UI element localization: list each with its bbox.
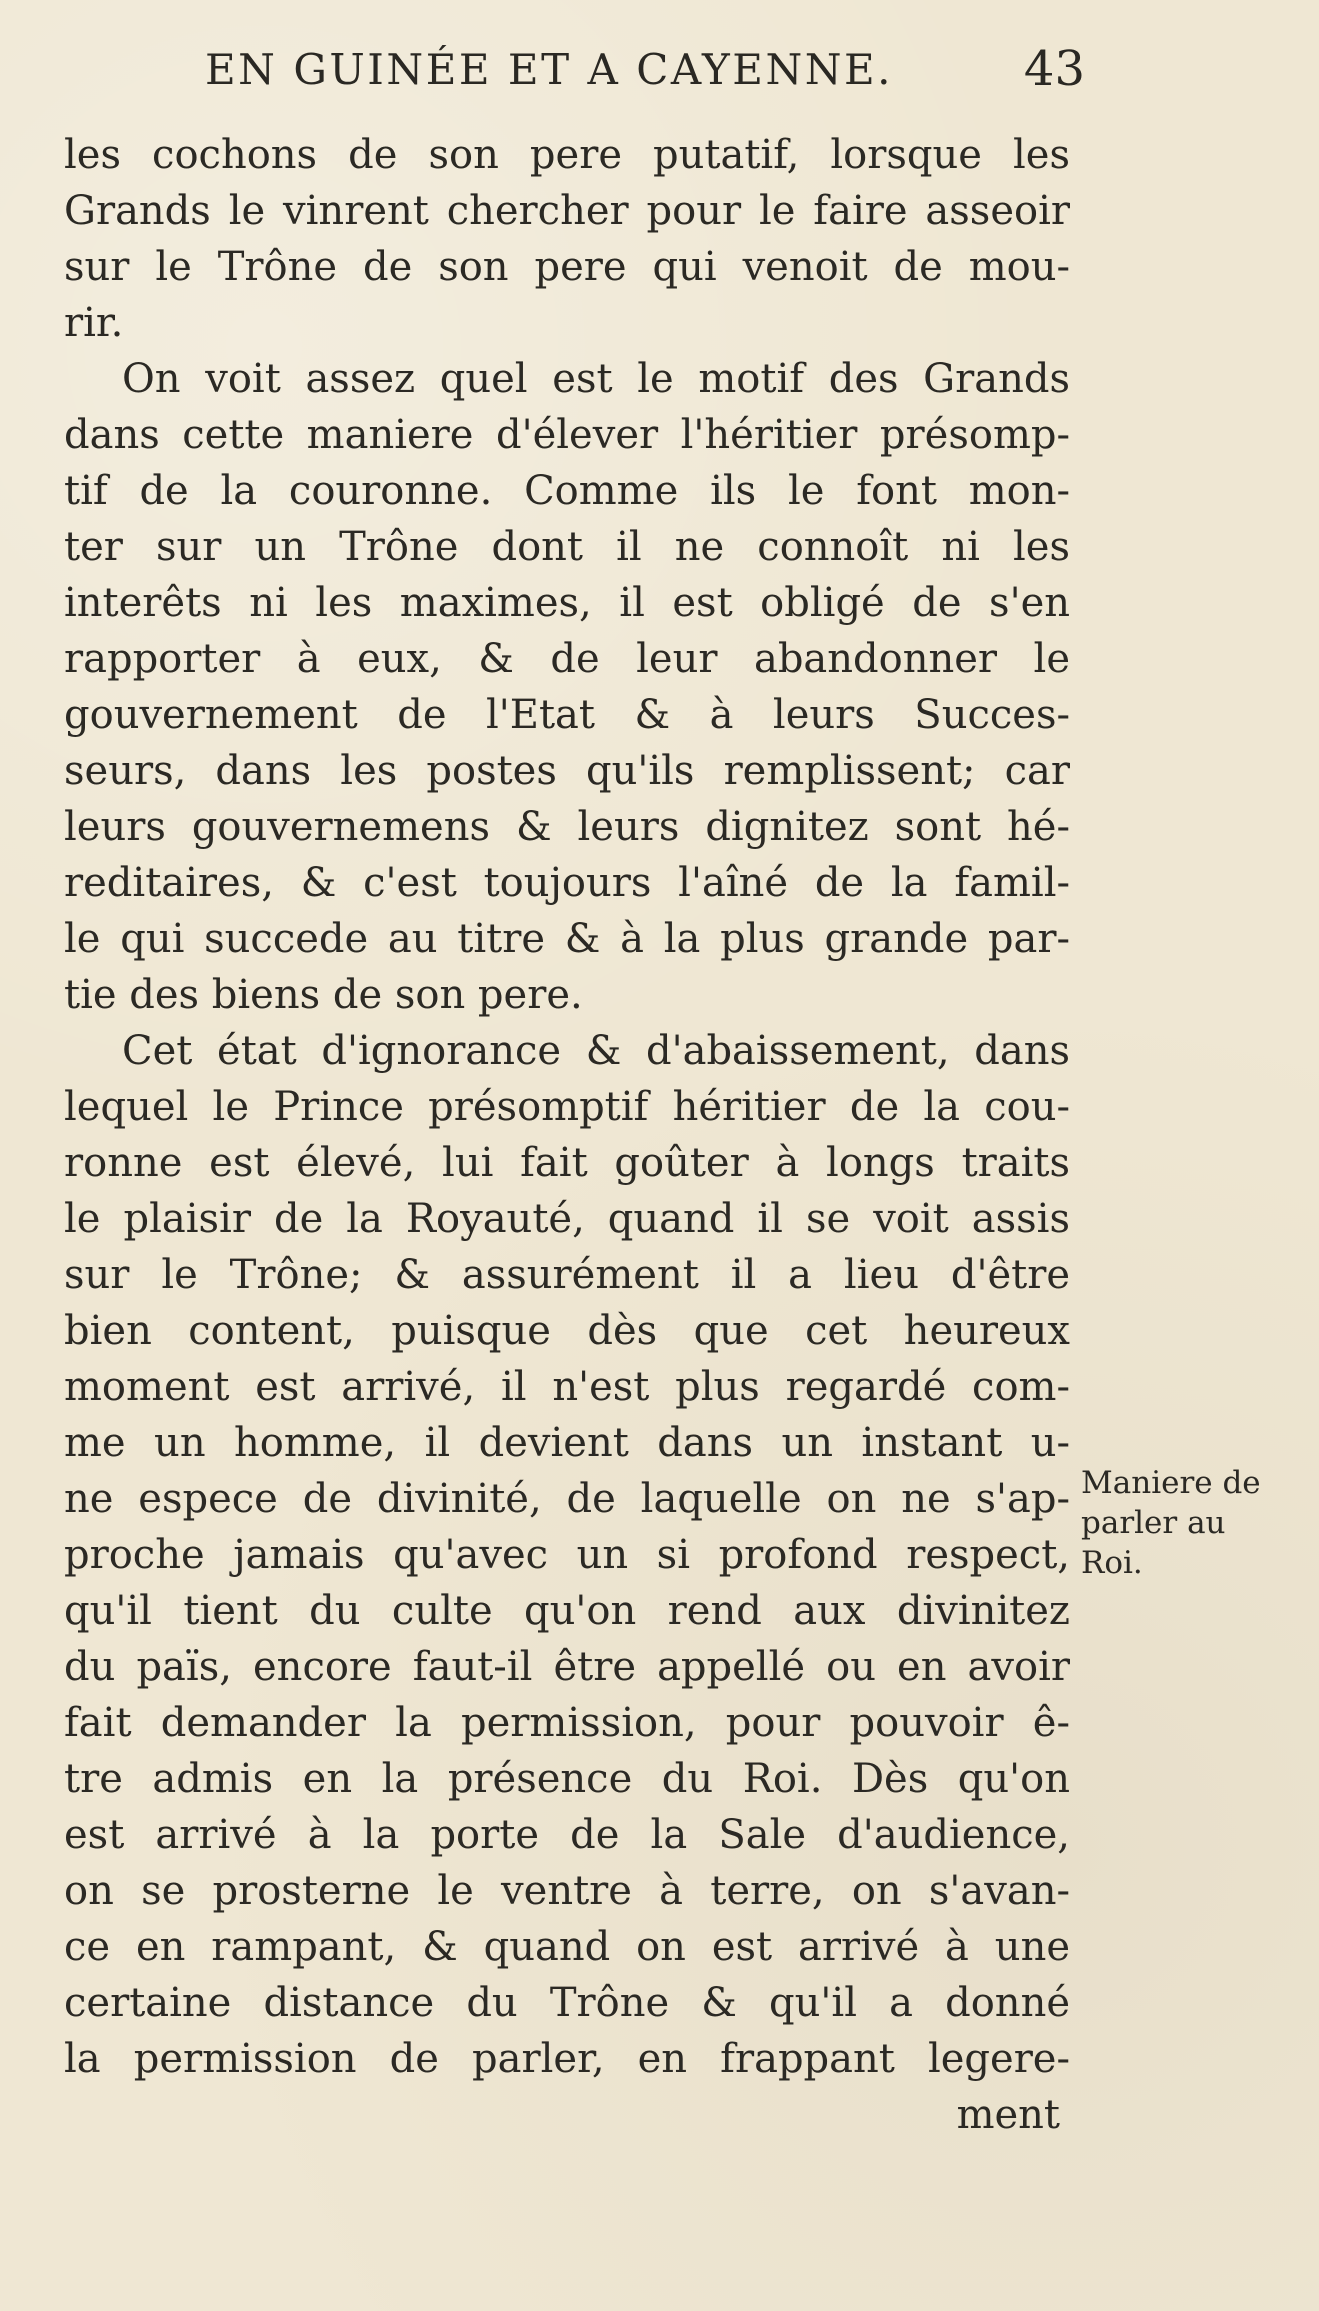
text-line-15: le qui succede au titre & à la plus grande par-	[64, 916, 1070, 962]
text-line-21: sur le Trône; & assurément il a lieu d'être	[64, 1252, 1070, 1298]
text-line-17: Cet état d'ignorance & d'abaissement, dans	[122, 1028, 1070, 1074]
text-line-2: Grands le vinrent chercher pour le faire asseoir	[64, 188, 1070, 234]
text-line-33: ce en rampant, & quand on est arrivé à une	[64, 1924, 1070, 1970]
text-line-22: bien content, puisque dès que cet heureux	[64, 1308, 1070, 1354]
text-line-30: tre admis en la présence du Roi. Dès qu'on	[64, 1756, 1070, 1802]
text-line-11: gouvernement de l'Etat & à leurs Succes-	[64, 692, 1070, 738]
text-line-6: dans cette maniere d'élever l'héritier présomp-	[64, 412, 1070, 458]
text-line-12: seurs, dans les postes qu'ils remplissent; car	[64, 748, 1070, 794]
text-line-32: on se prosterne le ventre à terre, on s'avan-	[64, 1868, 1070, 1914]
text-line-1: les cochons de son pere putatif, lorsque les	[64, 132, 1070, 178]
running-head	[205, 41, 1085, 105]
text-line-28: du païs, encore faut-il être appellé ou en avoir	[64, 1644, 1070, 1690]
text-line-13: leurs gouvernemens & leurs dignitez sont hé-	[64, 804, 1070, 850]
margin-note-line-2: parler au	[1081, 1505, 1226, 1541]
text-line-26: proche jamais qu'avec un si profond respect,	[64, 1532, 1070, 1578]
text-line-5: On voit assez quel est le motif des Grands	[122, 356, 1070, 402]
margin-note-line-1: Maniere de	[1081, 1465, 1261, 1501]
text-line-4: rir.	[64, 300, 124, 346]
text-line-16: tie des biens de son pere.	[64, 972, 583, 1018]
text-line-9: interêts ni les maximes, il est obligé de s'en	[64, 580, 1070, 626]
running-title: EN GUINÉE ET A CAYENNE.	[205, 45, 894, 94]
text-line-7: tif de la couronne. Comme ils le font mon-	[64, 468, 1070, 514]
text-line-27: qu'il tient du culte qu'on rend aux divinitez	[64, 1588, 1070, 1634]
text-line-18: lequel le Prince présomptif héritier de la cou-	[64, 1084, 1070, 1130]
main-text-block	[64, 127, 1070, 2143]
text-line-8: ter sur un Trône dont il ne connoît ni les	[64, 524, 1070, 570]
page-number: 43	[1023, 41, 1085, 97]
margin-note-line-3: Roi.	[1081, 1545, 1143, 1581]
text-line-19: ronne est élevé, lui fait goûter à longs traits	[64, 1140, 1070, 1186]
text-line-14: reditaires, & c'est toujours l'aîné de la famil-	[64, 860, 1070, 906]
text-line-31: est arrivé à la porte de la Sale d'audience,	[64, 1812, 1070, 1858]
margin-note	[1081, 1463, 1291, 1583]
text-line-3: sur le Trône de son pere qui venoit de mou-	[64, 244, 1070, 290]
text-line-10: rapporter à eux, & de leur abandonner le	[64, 636, 1070, 682]
text-line-24: me un homme, il devient dans un instant u-	[64, 1420, 1070, 1466]
catchword: ment	[956, 2092, 1060, 2138]
text-line-35: la permission de parler, en frappant legere-	[64, 2036, 1070, 2082]
text-line-34: certaine distance du Trône & qu'il a donné	[64, 1980, 1070, 2026]
text-line-20: le plaisir de la Royauté, quand il se voit assis	[64, 1196, 1070, 1242]
text-line-25: ne espece de divinité, de laquelle on ne s'ap-	[64, 1476, 1070, 1522]
text-line-23: moment est arrivé, il n'est plus regardé com-	[64, 1364, 1070, 1410]
text-line-29: fait demander la permission, pour pouvoir ê-	[64, 1700, 1070, 1746]
